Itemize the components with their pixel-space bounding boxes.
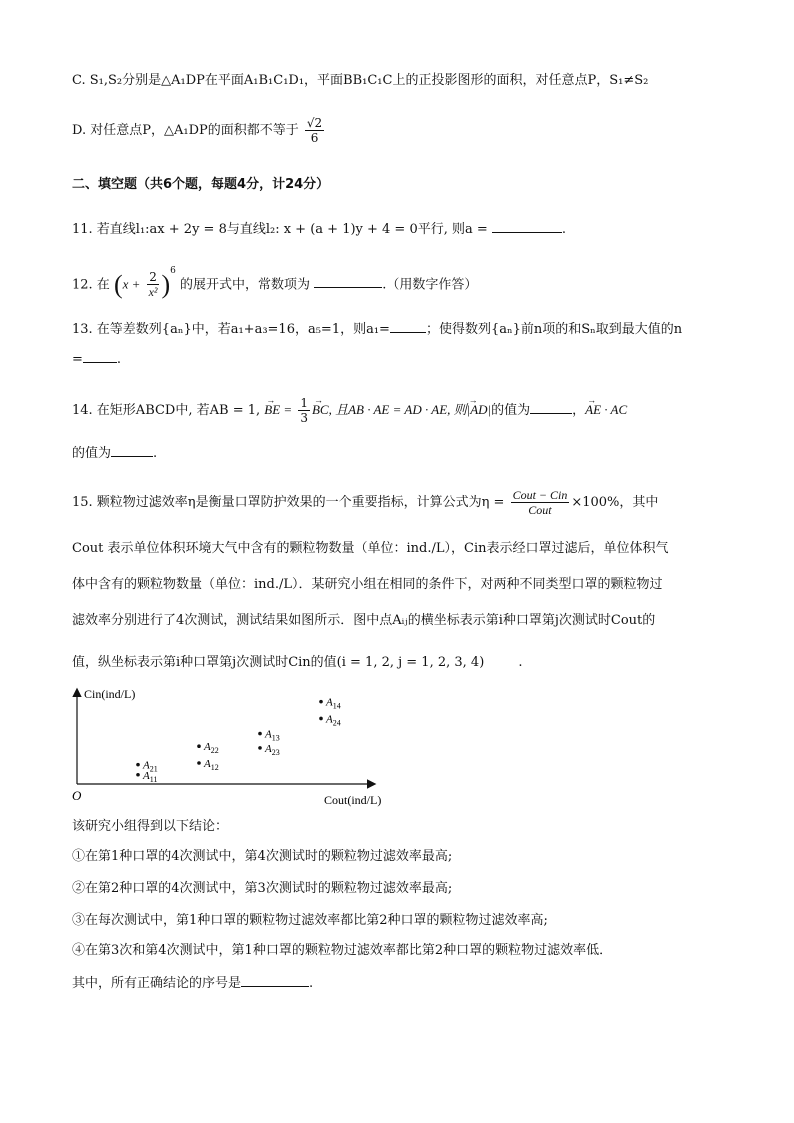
q14-bc-vector: → BC <box>312 396 329 424</box>
point-label-a12: $A_{12}$ <box>204 758 219 772</box>
points-layer <box>136 697 341 784</box>
point-a13 <box>258 732 262 736</box>
q14-text-d: ， <box>572 403 586 418</box>
final-tail: . <box>309 976 314 991</box>
point-label-a13: $A_{13}$ <box>265 728 280 743</box>
final-text: 其中，所有正确结论的序号是 <box>72 976 242 991</box>
q12-fraction <box>147 270 160 299</box>
conclusion-2: ②在第2种口罩的4次测试中，第3次测试时的颗粒物过滤效率最高; <box>72 881 453 896</box>
q13-text-b: ；使得数列{aₙ}前n项的和Sₙ取到最大值的n <box>425 322 683 337</box>
right-paren: ) <box>161 269 171 299</box>
q12-numerator: 2 <box>149 270 157 285</box>
sqrt2-over-6-fraction <box>305 116 324 145</box>
section-2-heading: 二、填空题（共6个题，每题4分，计24分） <box>72 177 330 192</box>
q11-answer-blank[interactable] <box>492 218 562 233</box>
q14-text-c: 的值为 <box>491 403 531 418</box>
q13-answer-blank-2[interactable] <box>83 348 117 363</box>
point-a24 <box>319 717 323 721</box>
conclusion-1: ①在第1种口罩的4次测试中，第4次测试时的颗粒物过滤效率最高; <box>72 849 453 864</box>
point-label-a14: $A_{14}$ <box>326 696 341 711</box>
q15-line-4: 滤效率分别进行了4次测试，测试结果如图所示．图中点Aᵢⱼ的横坐标表示第i种口罩第j次测试时Cout的 <box>72 613 656 628</box>
q15-line-5 <box>72 654 523 672</box>
point-label-a23: $A_{23}$ <box>265 742 280 757</box>
conclusions-intro: 该研究小组得到以下结论： <box>72 819 229 834</box>
question-12 <box>72 268 477 299</box>
option-d <box>72 116 326 145</box>
conclusion-4: ④在第3次和第4次测试中，第1种口罩的颗粒物过滤效率都比第2种口罩的颗粒物过滤效率低． <box>72 943 613 958</box>
point-label-a24: $A_{24}$ <box>326 713 341 728</box>
q12-expr: x + <box>122 276 141 292</box>
q12-prefix: 12. 在 <box>72 277 110 293</box>
q14-denominator: 3 <box>300 411 308 425</box>
q15-text-b: ×100%，其中 <box>571 495 659 510</box>
point-a12 <box>197 761 201 765</box>
option-c: C. S₁,S₂分别是△A₁DP在平面A₁B₁C₁D₁，平面BB₁C₁C上的正投影图形的面积，对任意点P，S₁≠S₂ <box>72 73 649 88</box>
q14-ad-magnitude: → |AD| <box>467 396 491 424</box>
option-d-text: D. 对任意点P，△A₁DP的面积都不等于 <box>72 123 299 138</box>
q12-text: 的展开式中，常数项为 <box>180 277 311 293</box>
q12-tail: .（用数字作答） <box>382 277 478 293</box>
q13-text-d: . <box>116 352 122 367</box>
question-14-line-2 <box>72 442 157 463</box>
point-a11 <box>136 773 140 777</box>
q15-denominator: Cout <box>528 503 552 517</box>
point-label-a11: $A_{11}$ <box>143 769 158 784</box>
q14-text-b: , 且AB · AE = AD · AE, 则 <box>328 402 467 417</box>
q15-line-2: Cout 表示单位体积环境大气中含有的颗粒物数量（单位：ind./L），Cin表示经口罩过滤后，单位体积气 <box>72 541 669 556</box>
q15-text-a: 15. 颗粒物过滤效率η是衡量口罩防护效果的一个重要指标，计算公式为η = <box>72 495 505 510</box>
y-axis-label: Cin(ind/L) <box>84 687 136 701</box>
q11-tail: . <box>561 222 567 237</box>
q14-ae-ac-product: → AE · AC <box>585 396 627 424</box>
point-a21 <box>136 763 140 767</box>
q13-answer-blank-1[interactable] <box>390 318 426 333</box>
q15-numerator: Cout − Cin <box>512 488 568 502</box>
point-label-a21: $A_{21}$ <box>143 759 158 774</box>
fraction-numerator: √2 <box>306 116 323 130</box>
point-a23 <box>258 746 262 750</box>
x-axis-label: Cout(ind/L) <box>324 793 382 807</box>
q14-text-f: 的值为 <box>72 446 112 461</box>
q14-numerator: 1 <box>300 396 308 410</box>
left-paren: ( <box>113 269 123 299</box>
q12-exponent: 6 <box>170 266 176 276</box>
question-14 <box>72 396 627 425</box>
question-11 <box>72 218 566 239</box>
q14-text-a: 14. 在矩形ABCD中, 若AB = 1, <box>72 403 261 418</box>
q13-text-a: 13. 在等差数列{aₙ}中，若a₁+a₃=16，a₅=1，则a₁= <box>72 322 390 337</box>
q15-line-5-text: 值，纵坐标表示第i种口罩第j次测试时Cin的值(i = 1, 2, j = 1, 2, 3, 4) <box>72 655 485 670</box>
q15-line-3: 体中含有的颗粒物数量（单位：ind./L）．某研究小组在相同的条件下，对两种不同类型口罩的颗粒物过 <box>72 577 663 592</box>
fraction-denominator: 6 <box>310 131 319 145</box>
question-15 <box>72 488 658 518</box>
q14-answer-blank-1[interactable] <box>530 399 572 414</box>
final-answer-blank[interactable] <box>241 972 309 987</box>
q12-answer-blank[interactable] <box>314 273 382 288</box>
conclusion-3: ③在每次测试中，第1种口罩的颗粒物过滤效率都比第2种口罩的颗粒物过滤效率高; <box>72 913 548 928</box>
q14-text-g: . <box>153 446 158 461</box>
final-question <box>72 972 313 993</box>
q14-answer-blank-2[interactable] <box>111 442 153 457</box>
question-13 <box>72 318 682 339</box>
q14-fraction <box>298 396 310 425</box>
q15-formula-fraction <box>511 488 570 517</box>
point-label-a22: $A_{22}$ <box>204 741 219 756</box>
q13-text-c: = <box>72 352 83 367</box>
q14-be-vector: → BE = <box>264 396 292 424</box>
point-a14 <box>319 700 323 704</box>
scatter-chart <box>60 682 400 812</box>
origin-label: O <box>72 788 82 803</box>
q11-text: 11. 若直线l₁:ax + 2y = 8与直线l₂: x + (a + 1)y + 4 = 0平行, 则a = <box>72 222 488 237</box>
point-a22 <box>197 744 201 748</box>
q15-line-5-tail: . <box>518 655 523 670</box>
q12-denominator: x² <box>148 285 158 300</box>
question-13-line-2 <box>72 348 121 369</box>
